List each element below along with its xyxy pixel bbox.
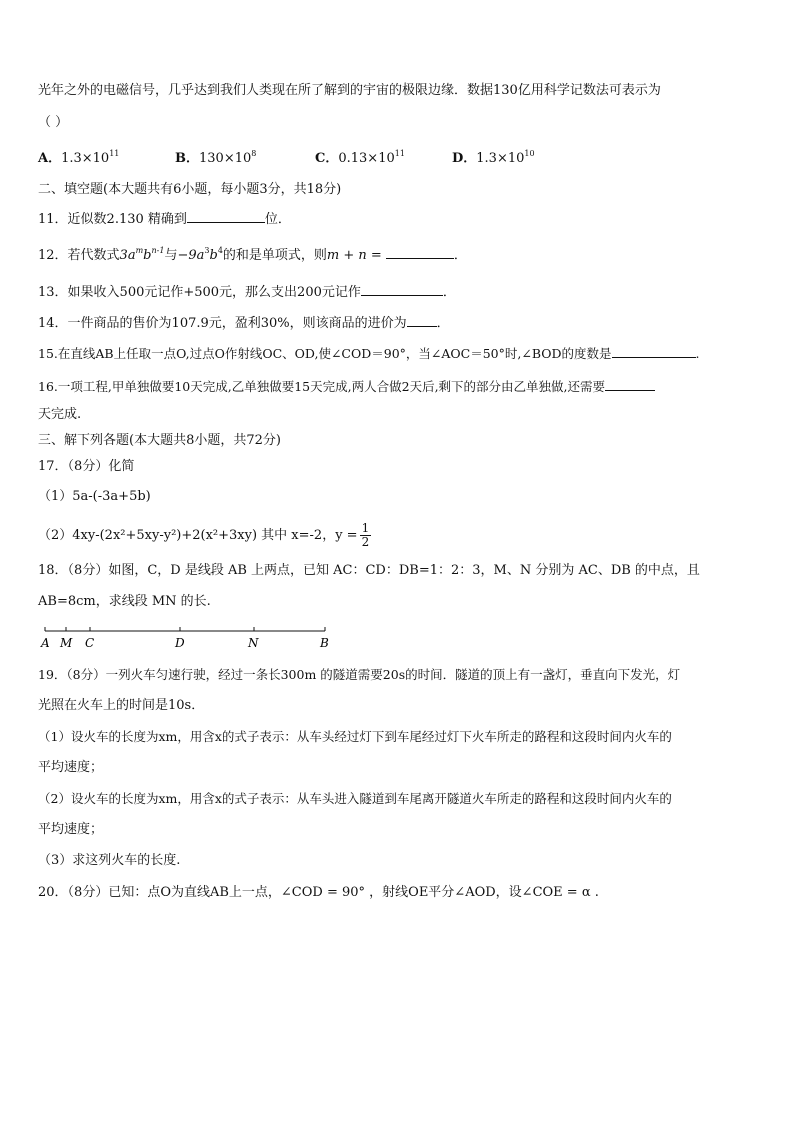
section-heading-solve: 三、解下列各题(本大题共8小题，共72分) <box>38 433 281 448</box>
answer-blank <box>386 244 454 259</box>
question-19-line-2: 光照在火车上的时间是10s． <box>38 698 205 713</box>
q10-option-b: B．$130\times 10^8$ <box>175 149 257 166</box>
question-19-part-1: （1）设火车的长度为xm，用含x的式子表示：从车头经过灯下到车尾经过灯下火车所走的路程和这段时间内火车的 <box>38 729 672 744</box>
svg-text:M: M <box>60 636 73 650</box>
segment-point-d <box>174 627 185 650</box>
answer-blank <box>361 281 443 296</box>
answer-blank <box>407 312 437 327</box>
question-17-part-2: （2）4xy-(2x²+5xy-y²)+2(x²+3xy) 其中 x=-2，y = $\frac{1}{2}$ <box>38 521 370 549</box>
q10-answer-paren: （ ） <box>38 115 69 130</box>
section-heading-fill-in: 二、填空题(本大题共有6小题，每小题3分，共18分) <box>38 182 342 197</box>
question-15: 15.在直线AB上任取一点O,过点O作射线OC、OD,使∠COD＝90°，当∠AOC＝50°时,∠BOD的度数是 . <box>38 343 700 363</box>
segment-point-m <box>59 627 73 650</box>
svg-text:A: A <box>41 636 50 650</box>
question-17-part-1: （1）5a-(-3a+5b) <box>38 489 151 504</box>
svg-text:C: C <box>85 636 95 650</box>
fraction-one-half: $\frac{1}{2}$ <box>361 521 370 549</box>
question-19-part-1-continued: 平均速度； <box>38 760 104 775</box>
answer-blank <box>612 343 696 358</box>
question-19-part-3: （3）求这列火车的长度. <box>38 853 181 868</box>
question-13: 13．如果收入500元记作+500元，那么支出200元记作 ． <box>38 281 456 302</box>
question-12: 12．若代数式$3a^mb^{n-1}$与$-9a^3b^4$的和是单项式，则m + n = ． <box>38 246 467 263</box>
question-19-part-2: （2）设火车的长度为xm，用含x的式子表示：从车头进入隧道到车尾离开隧道火车所走的路程和这段时间内火车的 <box>38 791 672 806</box>
segment-point-a <box>40 627 50 650</box>
answer-blank <box>187 208 265 223</box>
q10-option-d: D．$1.3\times 10^{10}$ <box>452 149 535 166</box>
answer-blank <box>605 376 655 391</box>
q10-text-line: 光年之外的电磁信号，几乎达到我们人类现在所了解到的宇宙的极限边缘．数据130亿用科学记数法可表示为 <box>38 83 661 98</box>
question-14: 14．一件商品的售价为107.9元，盈利30%，则该商品的进价为 ． <box>38 312 450 333</box>
segment-point-c <box>85 627 94 650</box>
question-16-continued: 天完成. <box>38 407 82 422</box>
q10-option-a: A．$1.3\times 10^{11}$ <box>38 149 120 166</box>
segment-diagram <box>0 620 794 654</box>
segment-point-n <box>247 627 259 650</box>
question-11: 11．近似数2.130 精确到 位． <box>38 208 291 229</box>
question-16: 16.一项工程,甲单独做要10天完成,乙单独做要15天完成,两人合做2天后,剩下的部分由乙单独做,还需要 <box>38 376 655 396</box>
svg-text:N: N <box>248 636 259 650</box>
segment-point-b <box>319 627 329 650</box>
q10-option-c: C．$0.13\times 10^{11}$ <box>315 149 405 166</box>
question-17-title: 17．（8分）化简 <box>38 459 135 474</box>
question-18-line-2: AB=8cm，求线段 MN 的长. <box>38 594 211 609</box>
question-18-line-1: 18．（8分）如图，C，D 是线段 AB 上两点，已知 AC：CD：DB=1：2：3，M、N 分别为 AC、DB 的中点，且 <box>38 563 700 578</box>
question-19-part-2-continued: 平均速度； <box>38 822 104 837</box>
question-19-line-1: 19．（8分）一列火车匀速行驶，经过一条长300m 的隧道需要20s的时间．隧道的顶上有一盏灯，垂直向下发光，灯 <box>38 667 681 682</box>
question-20: 20．（8分）已知：点O为直线AB上一点，∠COD = 90° ，射线OE平分∠AOD，设∠COE = α . <box>38 885 599 900</box>
svg-text:D: D <box>175 636 185 650</box>
svg-text:B: B <box>320 636 329 650</box>
